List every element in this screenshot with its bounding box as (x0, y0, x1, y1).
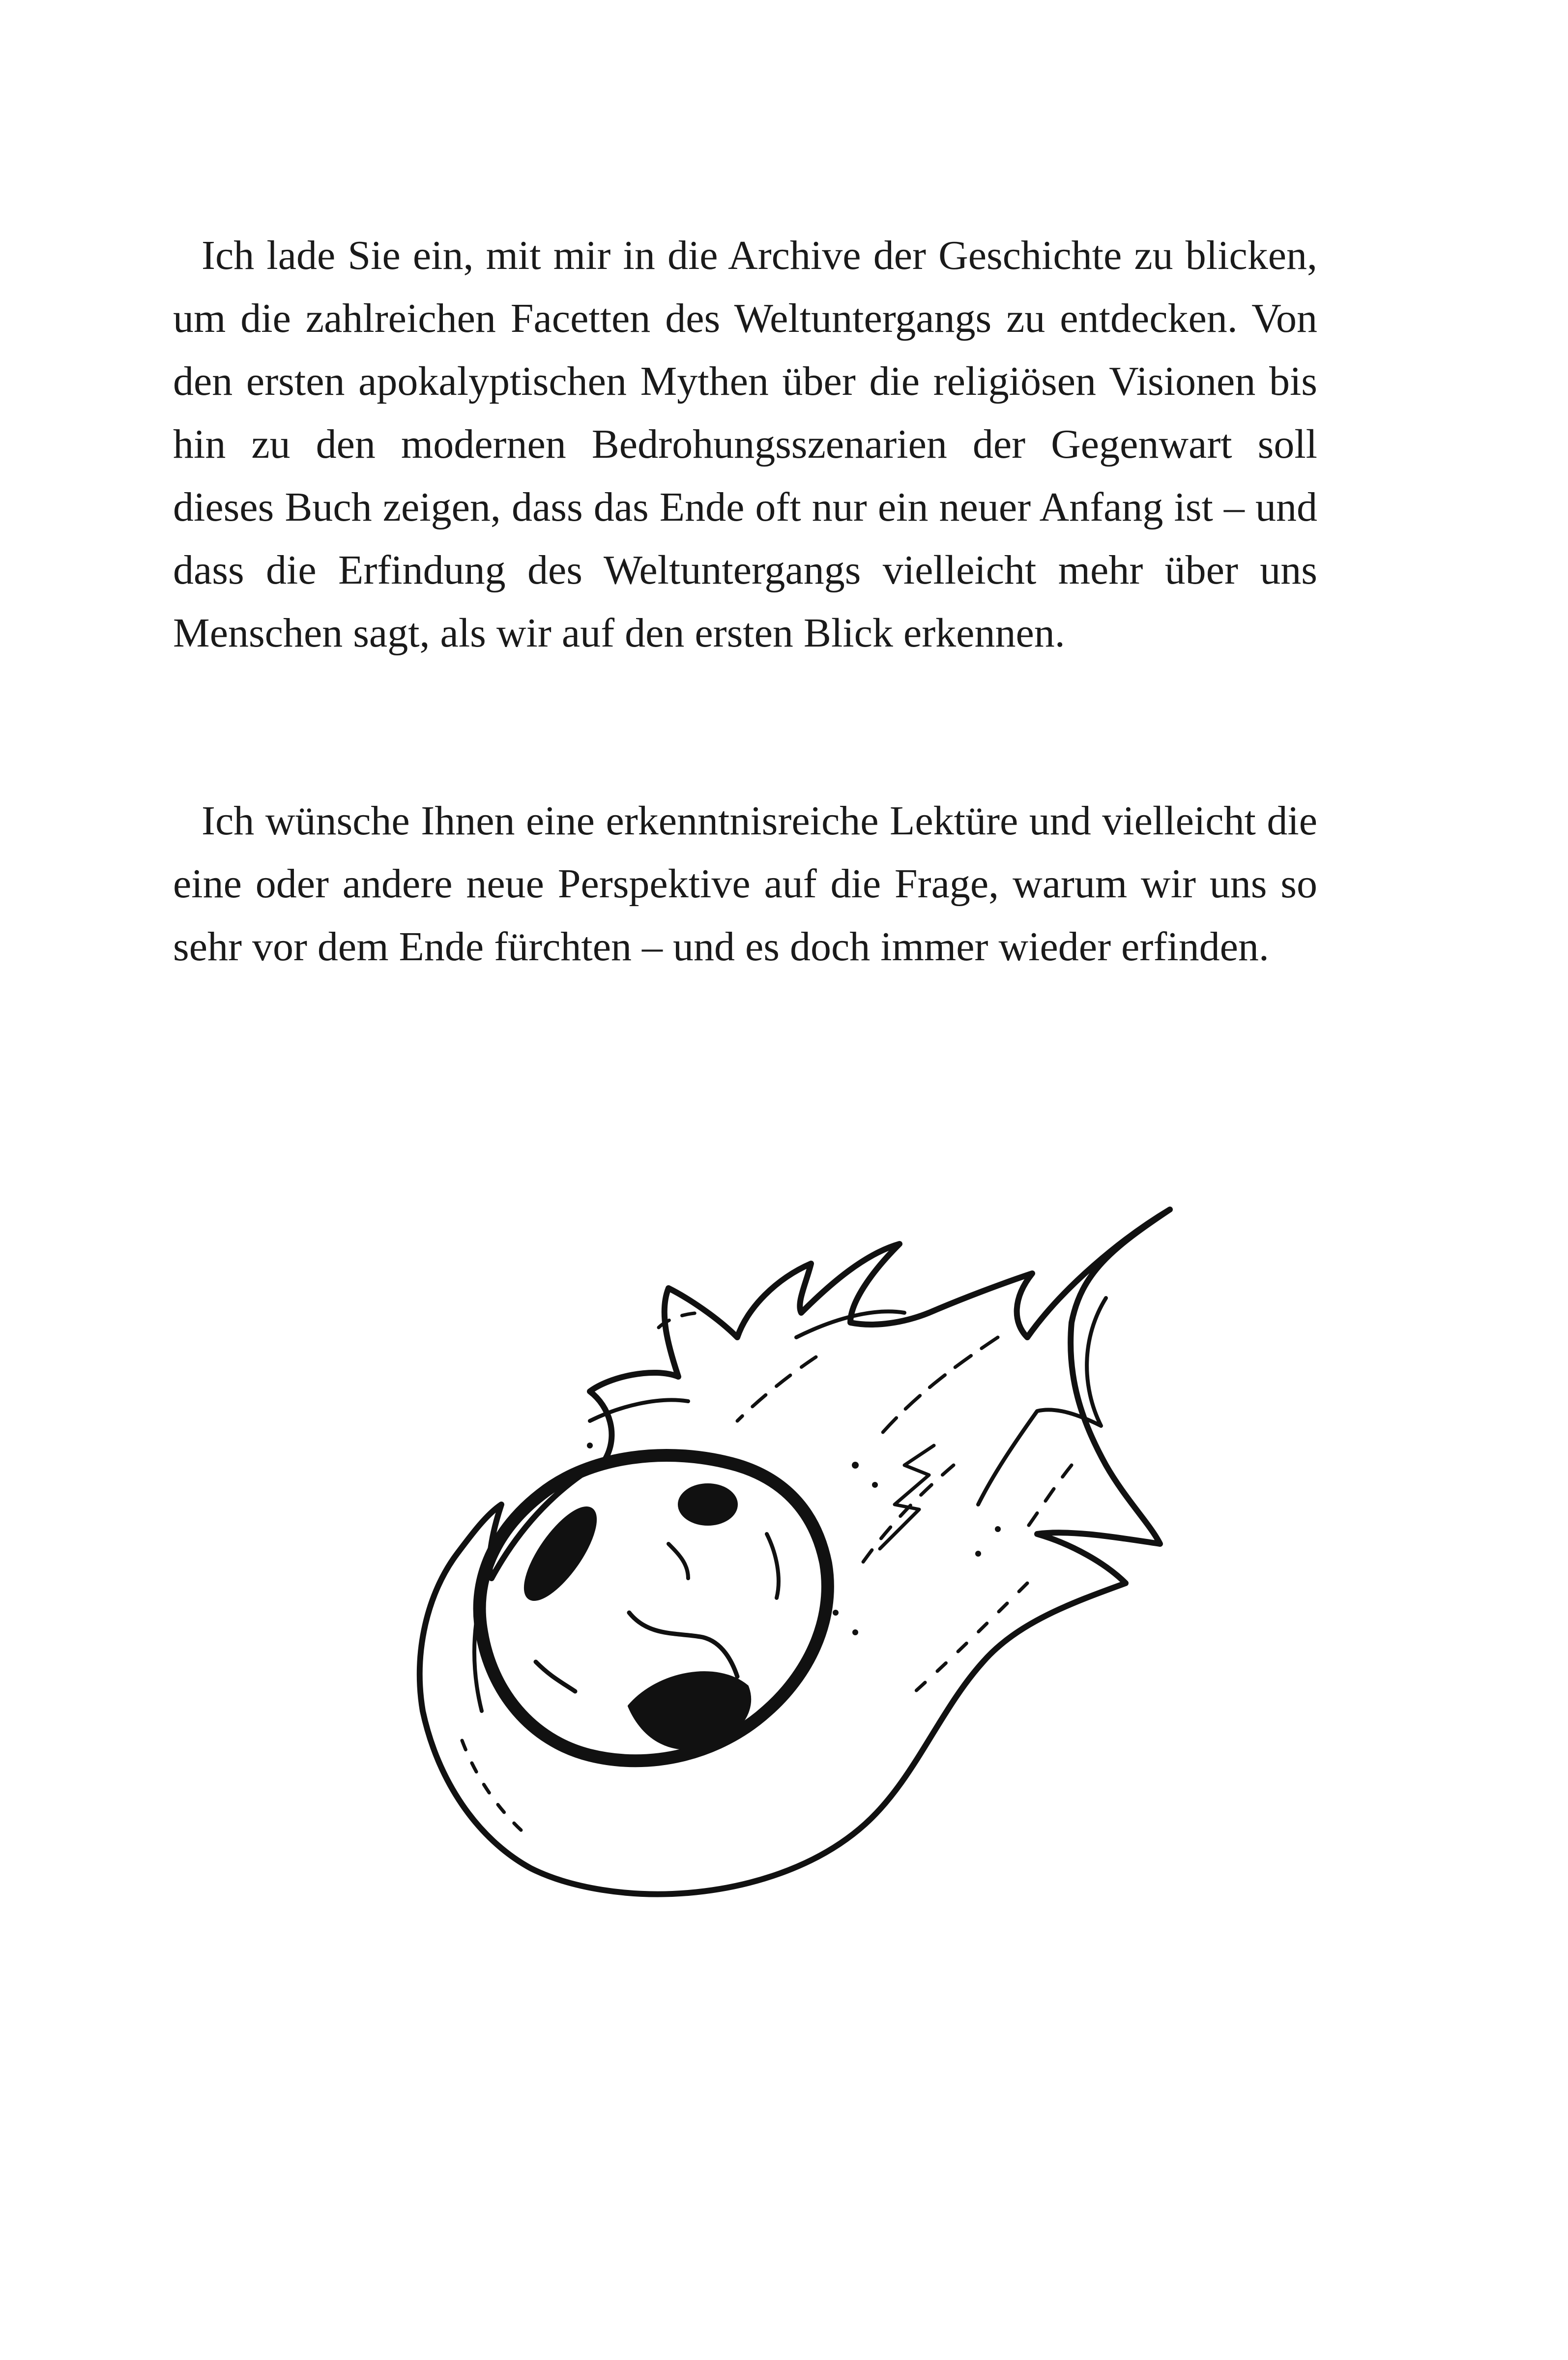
flame-outline (420, 1210, 1170, 1894)
flame-streak-2 (855, 1465, 954, 1573)
meteor-illustration (315, 1190, 1199, 2075)
crater-top (679, 1485, 736, 1524)
surface-crack-3 (668, 1544, 688, 1578)
paragraph-1: Ich lade Sie ein, mit mir in die Archive der Geschichte zu blicken, um die zahlreichen Facetten des Weltuntergangs zu entdecken. Von den ersten apokalyptischen Mythen über die religiösen Visionen bis hin zu den modernen Bedrohungsszenarien der Gegenwart soll dieses Buch zeigen, dass das Ende oft nur ein neuer Anfang ist – und dass die Erfindung des Weltuntergangs vielleicht mehr über uns Menschen sagt, als wir auf den ersten Blick erkennen. (173, 233, 1317, 656)
flame-streak-5 (880, 1446, 934, 1549)
flame-streak-7 (1022, 1465, 1072, 1534)
inner-flame-contour (474, 1298, 1106, 1711)
surface-crack-1 (629, 1613, 737, 1677)
paragraph-2: Ich wünsche Ihnen eine erkenntnisreiche Lektüre und vielleicht die eine oder andere neue Perspektive auf die Frage, warum wir uns so sehr vor dem Ende fürchten – und es doch immer wieder erfinden. (173, 798, 1317, 970)
surface-crack-4 (767, 1534, 779, 1598)
spark-dots (587, 1443, 1001, 1635)
flame-streak-6 (462, 1740, 531, 1839)
flame-streak-1 (880, 1337, 998, 1436)
surface-crack-2 (536, 1662, 575, 1691)
flame-streak-4 (737, 1357, 816, 1421)
